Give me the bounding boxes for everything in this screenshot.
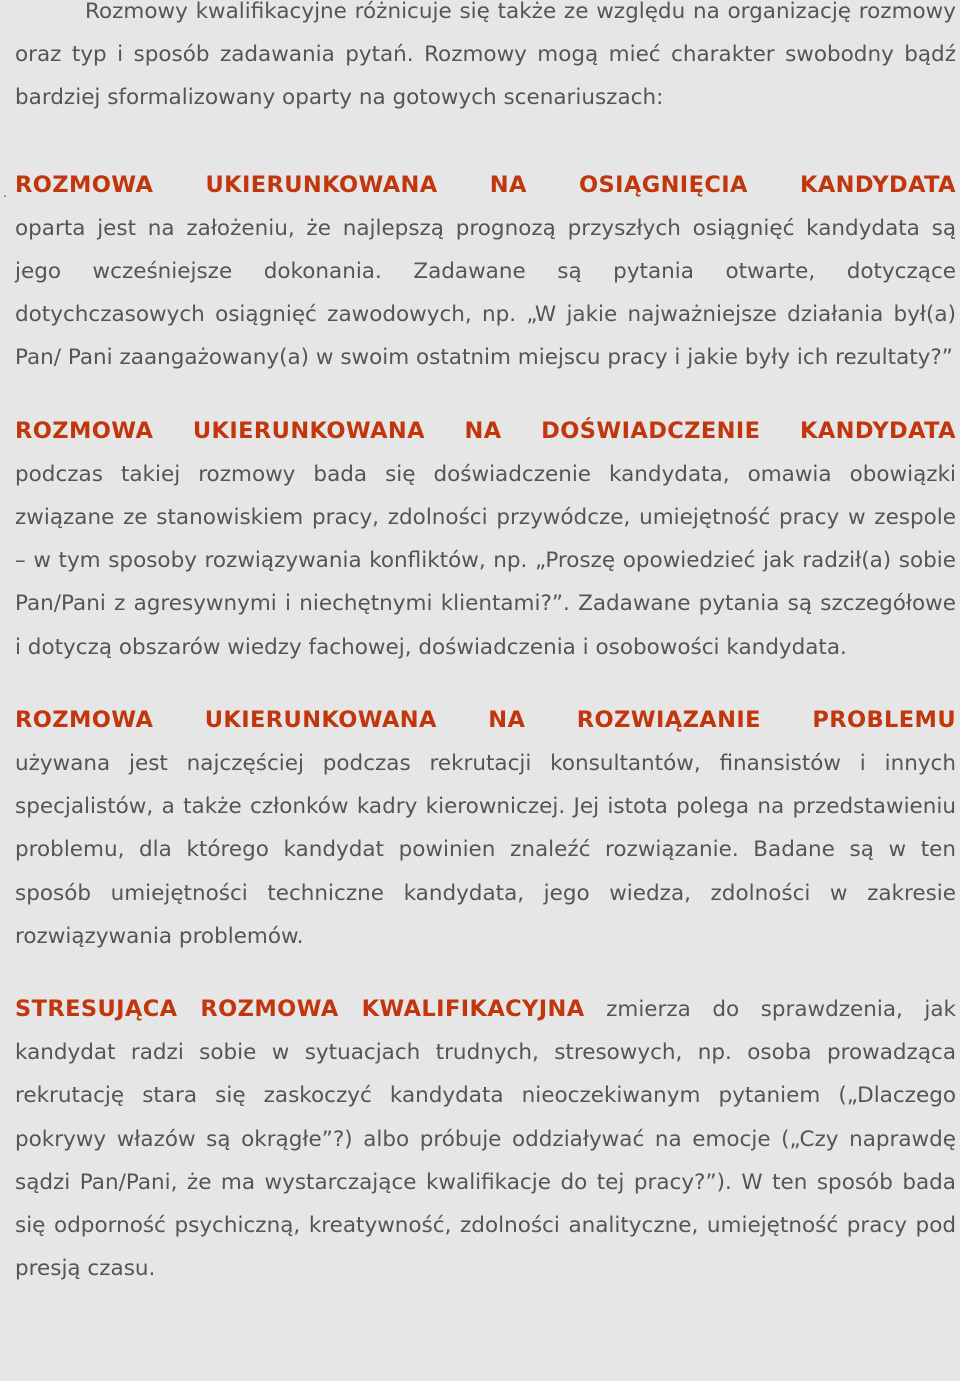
section-heading: STRESUJĄCA ROZMOWA KWALIFIKACYJNA — [15, 996, 585, 1023]
section-body: oparta jest na założeniu, że najlepszą prognozą przyszłych osiągnięć kandydata są jego wcześniejsze dokonania. Zadawane są pytania otwarte, dotyczące dotychczasowych osiągnięć zawodowych, np. „W jakie najważniejsze działania był(a) Pan/ Pani zaangażowany(a) w swoim ostatnim miejscu pracy i jakie były ich rezultaty?” — [15, 215, 956, 371]
section-achievements — [15, 164, 956, 380]
section-stress-interview — [15, 988, 956, 1290]
intro-paragraph: Rozmowy kwalifikacyjne różnicuje się także ze względu na organizację rozmowy oraz typ i sposób zadawania pytań. Rozmowy mogą mieć charakter swobodny bądź bardziej sformalizowany oparty na gotowych scenariuszach: — [15, 0, 956, 111]
document-page — [15, 0, 956, 1290]
section-heading: ROZMOWA UKIERUNKOWANA NA DOŚWIADCZENIE KANDYDATA — [15, 417, 956, 444]
section-experience — [15, 410, 956, 669]
section-heading: ROZMOWA UKIERUNKOWANA NA OSIĄGNIĘCIA KANDYDATA — [15, 171, 956, 198]
section-body: zmierza do sprawdzenia, jak kandydat radzi sobie w sytuacjach trudnych, stresowych, np. osoba prowadząca rekrutację stara się zaskoczyć kandydata nieoczekiwanym pytaniem („Dlaczego pokrywy włazów są okrągłe”?) albo próbuje oddziaływać na emocje („Czy naprawdę sądzi Pan/Pani, że ma wystarczające kwalifikacje do tej pracy?”). W ten sposób bada się odporność psychiczną, kreatywność, zdolności analityczne, umiejętność pracy pod presją czasu. — [15, 997, 956, 1282]
bullet-marker: . — [3, 186, 7, 200]
section-body: podczas takiej rozmowy bada się doświadczenie kandydata, omawia obowiązki związane ze stanowiskiem pracy, zdolności przywódcze, umiejętność pracy w zespole – w tym sposoby rozwiązywania konfliktów, np. „Proszę opowiedzieć jak radził(a) sobie Pan/Pani z agresywnymi i niechętnymi klientami?”. Zadawane pytania są szczegółowe i dotyczą obszarów wiedzy fachowej, doświadczenia i osobowości kandydata. — [15, 461, 956, 660]
section-problem-solving — [15, 699, 956, 958]
section-body: używana jest najczęściej podczas rekrutacji konsultantów, finansistów i innych specjalistów, a także członków kadry kierowniczej. Jej istota polega na przedstawieniu problemu, dla którego kandydat powinien znaleźć rozwiązanie. Badane są w ten sposób umiejętności techniczne kandydata, jego wiedza, zdolności w zakresie rozwiązywania problemów. — [15, 751, 956, 949]
section-heading: ROZMOWA UKIERUNKOWANA NA ROZWIĄZANIE PROBLEMU — [15, 706, 956, 733]
